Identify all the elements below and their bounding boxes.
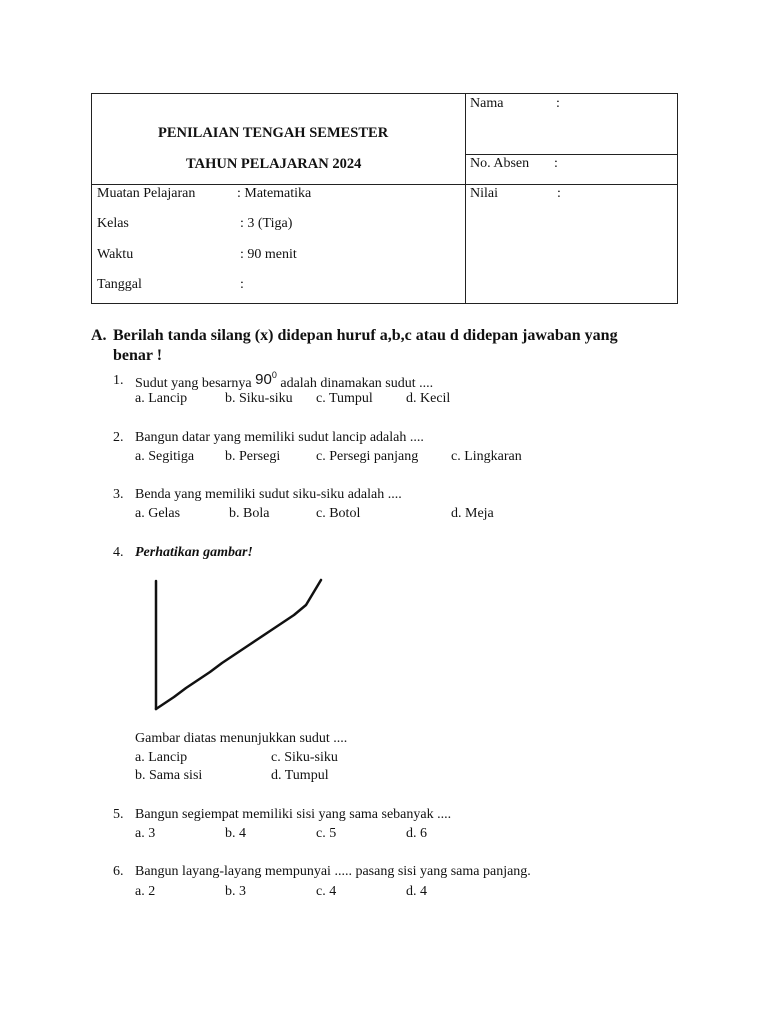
nilai-colon: : [557,186,561,201]
q6-option-c[interactable]: c. 4 [316,884,337,899]
q4-option-d[interactable]: d. Tumpul [271,768,329,783]
q4-caption: Gambar diatas menunjukkan sudut .... [135,731,348,746]
q2-option-d[interactable]: c. Lingkaran [451,449,522,464]
time-label: Waktu [97,247,134,262]
q5-option-a[interactable]: a. 3 [135,826,156,841]
q3-option-b[interactable]: b. Bola [229,506,270,521]
section-instruction-cont: benar ! [113,347,163,364]
date-label: Tanggal [97,277,142,292]
time-value: : 90 menit [240,247,297,262]
q4-option-a[interactable]: a. Lancip [135,750,188,765]
q1-option-c[interactable]: c. Tumpul [316,391,373,406]
q6-option-a[interactable]: a. 2 [135,884,156,899]
q2-option-b[interactable]: b. Persegi [225,449,281,464]
divider-vertical [465,94,466,304]
subject-value: : Matematika [237,186,312,201]
q1-option-a[interactable]: a. Lancip [135,391,188,406]
q2-option-a[interactable]: a. Segitiga [135,449,195,464]
q1-text-after: adalah dinamakan sudut .... [280,376,434,391]
q3-option-d[interactable]: d. Meja [451,506,494,521]
exam-title: PENILAIAN TENGAH SEMESTER [158,125,389,141]
q1-option-b[interactable]: b. Siku-siku [225,391,293,406]
q4-number: 4. [113,545,124,560]
exam-year: TAHUN PELAJARAN 2024 [186,156,362,172]
q6-number: 6. [113,864,124,879]
q1-text [135,370,434,392]
q5-option-b[interactable]: b. 4 [225,826,246,841]
absen-label: No. Absen [470,156,530,171]
date-value: : [240,277,244,292]
absen-colon: : [554,156,558,171]
q3-option-c[interactable]: c. Botol [316,506,361,521]
divider-horizontal-right-1 [465,154,678,155]
q5-text: Bangun segiempat memiliki sisi yang sama sebanyak .... [135,807,452,822]
q3-option-a[interactable]: a. Gelas [135,506,181,521]
q4-option-c[interactable]: c. Siku-siku [271,750,338,765]
nama-colon: : [556,96,560,111]
divider-horizontal-left [92,184,465,185]
class-label: Kelas [97,216,129,231]
q1-text-before: Sudut yang besarnya [135,376,252,391]
q1-number: 1. [113,373,124,388]
section-letter: A. [91,327,107,344]
q2-option-c[interactable]: c. Persegi panjang [316,449,419,464]
q3-number: 3. [113,487,124,502]
q4-option-b[interactable]: b. Sama sisi [135,768,203,783]
divider-horizontal-right-2 [465,184,678,185]
q5-number: 5. [113,807,124,822]
q3-text: Benda yang memiliki sudut siku-siku adalah .... [135,487,402,502]
q2-number: 2. [113,430,124,445]
q5-option-c[interactable]: c. 5 [316,826,337,841]
q6-text: Bangun layang-layang mempunyai ..... pasang sisi yang sama panjang. [135,864,531,879]
subject-label: Muatan Pelajaran [97,186,196,201]
angle-figure-diagonal-ray [156,580,321,709]
q1-math: $90^0$ [255,370,277,388]
nilai-label: Nilai [470,186,498,201]
q2-text: Bangun datar yang memiliki sudut lancip adalah .... [135,430,424,445]
q1-option-d[interactable]: d. Kecil [406,391,451,406]
section-instruction: Berilah tanda silang (x) didepan huruf a,b,c atau d didepan jawaban yang [113,327,618,344]
q6-option-d[interactable]: d. 4 [406,884,427,899]
q4-text: Perhatikan gambar! [135,545,253,560]
nama-label: Nama [470,96,504,111]
angle-figure [140,570,340,720]
class-value: : 3 (Tiga) [240,216,293,231]
q6-option-b[interactable]: b. 3 [225,884,246,899]
q5-option-d[interactable]: d. 6 [406,826,427,841]
